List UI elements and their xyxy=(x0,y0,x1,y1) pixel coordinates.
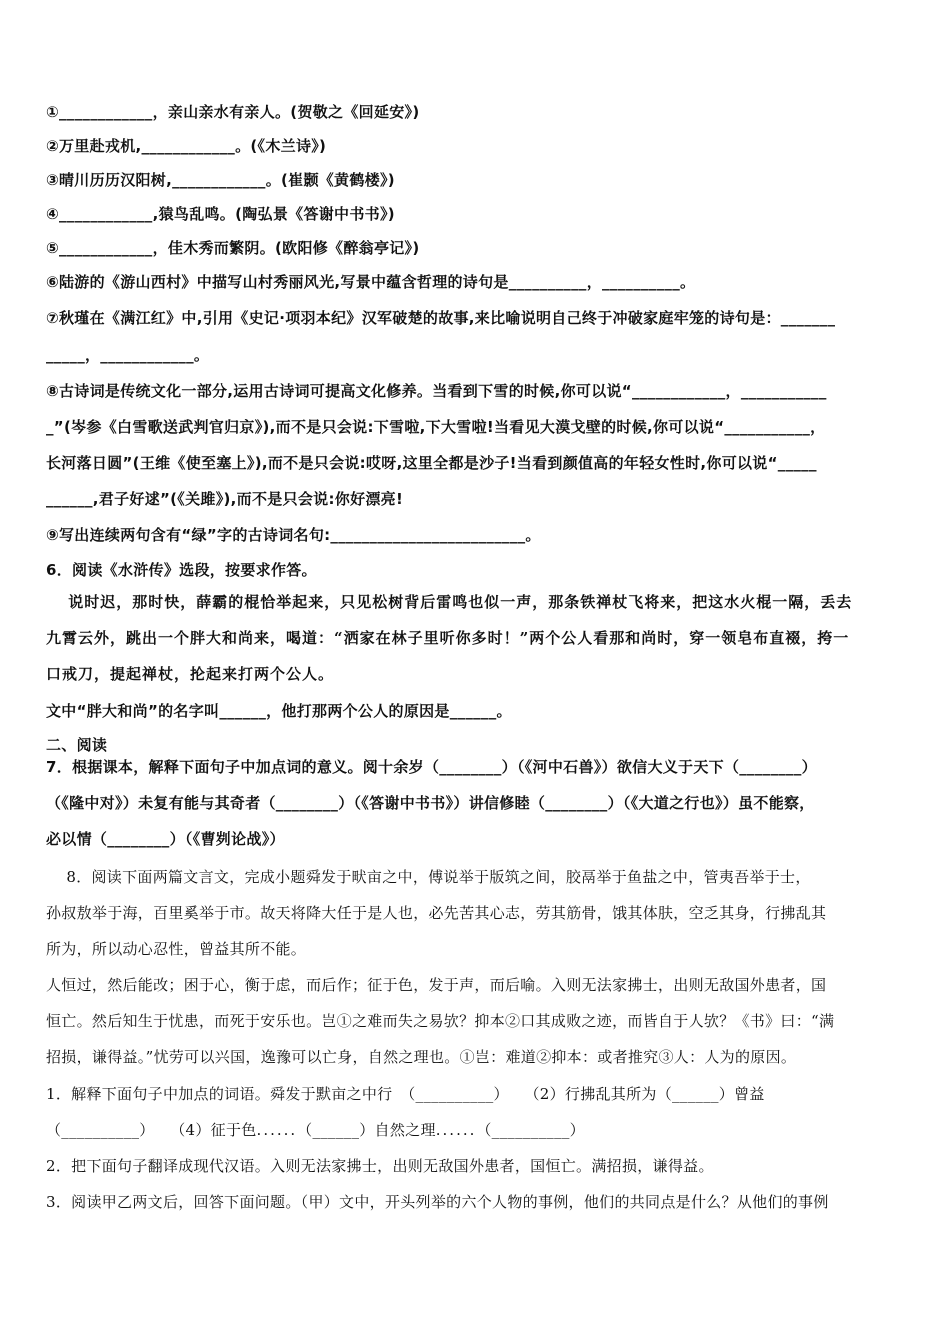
question-5-item-3: ③晴川历历汉阳树,____________。(崔颢《黄鹤楼》) xyxy=(46,171,395,189)
emphasis-dots: ...... xyxy=(435,1121,477,1139)
emphasis-dots: ...... xyxy=(256,1121,298,1139)
question-7-line-3: 必以情（________）（《曹刿论战》） xyxy=(46,830,285,848)
question-5-item-4: ④____________,猿鸟乱鸣。(陶弘景《答谢中书书》) xyxy=(46,205,395,223)
question-8-line-6: 招损，谦得益。”忧劳可以兴国，逸豫可以亡身，自然之理也。①岂：难道②抑本：或者推究③人：人为的原因。 xyxy=(46,1048,797,1066)
question-8-line-5: 恒亡。然后知生于忧患，而死于安乐也。岂①之难而失之易欤？抑本②口其成败之迹，而皆自于人欤？《书》曰：“满 xyxy=(46,1012,835,1030)
question-5-item-8-line-1: ⑧古诗词是传统文化一部分,运用古诗词可提高文化修养。当看到下雪的时候,你可以说“____________，___________ xyxy=(46,382,827,400)
question-5-item-2: ②万里赴戎机,____________。(《木兰诗》) xyxy=(46,137,327,155)
question-5-item-5: ⑤____________，佳木秀而繁阴。(欧阳修《醉翁亭记》) xyxy=(46,239,420,257)
question-6-passage-line-2: 九霄云外，跳出一个胖大和尚来，喝道：“洒家在林子里听你多时！”两个公人看那和尚时，穿一领皂布直裰，挎一 xyxy=(46,629,850,647)
question-5-item-1: ①____________，亲山亲水有亲人。(贺敬之《回延安》) xyxy=(46,103,420,121)
question-5-item-8-line-2: _”(岑参《白雪歌送武判官归京》),而不是只会说:下雪啦,下大雪啦!当看见大漠戈壁的时候,你可以说“___________， xyxy=(46,418,826,436)
question-5-item-7-line-1: ⑦秋瑾在《满江红》中,引用《史记·项羽本纪》汉军破楚的故事,来比喻说明自己终于冲破家庭牢笼的诗句是：_______ xyxy=(46,309,836,327)
question-8-sub-3: 3．阅读甲乙两文后，回答下面问题。（甲）文中，开头列举的六个人物的事例，他们的共同点是什么？从他们的事例 xyxy=(46,1193,829,1211)
question-8-line-3: 所为，所以动心忍性，曾益其所不能。 xyxy=(46,940,307,958)
question-8-line-2: 孙叔敖举于海，百里奚举于市。故天将降大任于是人也，必先苦其心志，劳其筋骨，饿其体肤，空乏其身，行拂乱其 xyxy=(46,904,827,922)
section-2-heading: 二、阅读 xyxy=(46,736,108,754)
sub-1-blank-5: （__________） xyxy=(476,1121,585,1139)
question-5-item-8-line-4: ______,君子好逑”(《关雎》),而不是只会说:你好漂亮! xyxy=(46,490,404,508)
question-5-item-6: ⑥陆游的《游山西村》中描写山村秀丽风光,写景中蕴含哲理的诗句是__________，__________。 xyxy=(46,273,696,291)
question-5-item-8-line-3: 长河落日圆”(王维《使至塞上》),而不是只会说:哎呀,这里全都是沙子!当看到颜值高的年轻女性时,你可以说“_____ xyxy=(46,454,817,472)
question-8-line-4: 人恒过，然后能改；困于心，衡于虑，而后作；征于色，发于声，而后喻。入则无法家拂士，出则无敌国外患者，国 xyxy=(46,976,827,994)
question-6-prompt: 文中“胖大和尚”的名字叫______，他打那两个公人的原因是______。 xyxy=(46,702,512,720)
question-8-sub-2: 2．把下面句子翻译成现代汉语。入则无法家拂士，出则无敌国外患者，国恒亡。满招损，谦得益。 xyxy=(46,1157,714,1175)
question-5-item-9: ⑨写出连续两句含有“绿”字的古诗词名句:_________________________。 xyxy=(46,526,541,544)
question-7-line-2: （《隆中对》）未复有能与其奇者（________）（《答谢中书书》）讲信修睦（________）（《大道之行也》）虽不能察， xyxy=(46,794,815,812)
question-6-passage-line-3: 口戒刀，提起禅杖，抡起来打两个公人。 xyxy=(46,665,335,683)
question-7-line-1: 7．根据课本，解释下面句子中加点词的意义。阅十余岁（________）（《河中石兽》）欲信大义于天下（________） xyxy=(46,758,817,776)
sub-1-blank-4: （______）自然之理 xyxy=(297,1121,436,1139)
sub-1-blank-3: （__________） （4）征于色 xyxy=(46,1121,257,1139)
question-8-sub-1-line-2 xyxy=(46,1120,585,1141)
question-5-item-7-line-2: _____，____________。 xyxy=(46,346,210,364)
question-8-sub-1-line-1: 1．解释下面句子中加点的词语。舜发于默亩之中行 （__________） （2）行拂乱其所为（______）曾益 xyxy=(46,1085,765,1103)
question-6-passage-line-1: 说时迟，那时快，薛霸的棍恰举起来，只见松树背后雷鸣也似一声，那条铁禅杖飞将来，把这水火棍一隔，丢去 xyxy=(46,593,853,611)
question-8-line-1: 8．阅读下面两篇文言文，完成小题舜发于畎亩之中，傅说举于版筑之间，胶鬲举于鱼盐之中，管夷吾举于士， xyxy=(46,868,811,886)
question-6-heading: 6．阅读《水浒传》选段，按要求作答。 xyxy=(46,561,317,579)
